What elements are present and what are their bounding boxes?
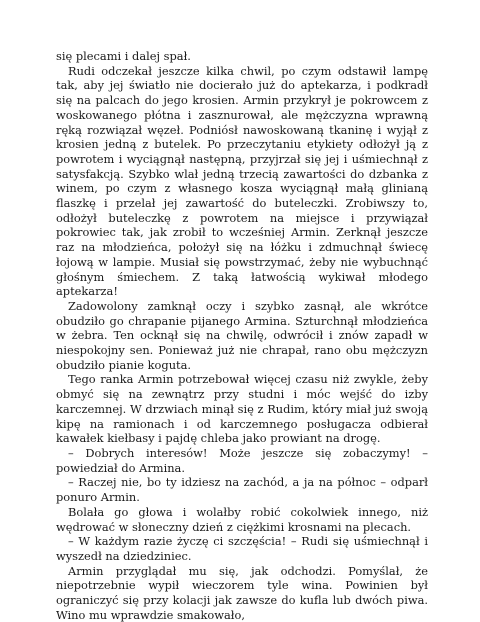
book-page-text	[56, 49, 428, 622]
paragraph: Rudi odczekał jeszcze kilka chwil, po czym odstawił lampę tak, aby jej światło nie docierało już do aptekarza, i podkradł się na palcach do jego krosien. Armin przykrył je pokrowcem z woskowanego płótna i zasznurował, ale mężczyzna wprawną ręką rozwiązał węzeł. Podniósł nawoskowaną tkaninę i wyjął z krosien jedną z butelek. Po przeczytaniu etykiety odłożył ją z powrotem i wyciągnął następną, przyjrzał się jej i uśmiechnął z satysfakcją. Szybko wlał jedną trzecią zawartości do dzbanka z winem, po czym z własnego kosza wyciągnął małą glinianą flaszkę i przelał jej zawartość do buteleczki. Zrobiwszy to, odłożył buteleczkę z powrotem na miejsce i przywiązał pokrowiec tak, jak zrobił to wcześniej Armin. Zerknął jeszcze raz na młodzieńca, położył się na łóżku i zdmuchnął świecę łojową w lampie. Musiał się powstrzymać, żeby nie wybuchnąć głośnym śmiechem. Z taką łatwością wykiwał młodego aptekarza!	[56, 63, 428, 299]
paragraph: Tego ranka Armin potrzebował więcej czasu niż zwykle, żeby obmyć się na zewnątrz przy studni i móc wejść do izby karczemnej. W drzwiach minął się z Rudim, który miał już swoją kipę na ramionach i od karczemnego posługacza odbierał kawałek kiełbasy i pajdę chleba jako prowiant na drogę.	[56, 372, 428, 446]
paragraph: Zadowolony zamknął oczy i szybko zasnął, ale wkrótce obudziło go chrapanie pijanego Armina. Szturchnął młodzieńca w żebra. Ten ocknął się na chwilę, odwrócił i znów zapadł w niespokojny sen. Ponieważ już nie chrapał, rano obu mężczyzn obudziło pianie koguta.	[56, 298, 428, 372]
paragraph: – W każdym razie życzę ci szczęścia! – Rudi się uśmiechnął i wyszedł na dziedziniec.	[56, 534, 428, 563]
paragraph: się plecami i dalej spał.	[56, 49, 191, 63]
paragraph: – Raczej nie, bo ty idziesz na zachód, a ja na północ – odparł ponuro Armin.	[56, 475, 428, 505]
paragraph: – Dobrych interesów! Może jeszcze się zobaczymy! – powiedział do Armina.	[56, 445, 428, 475]
paragraph: Armin przyglądał mu się, jak odchodzi. Pomyślał, że niepotrzebnie wypił wieczorem tyle wina. Powinien był ograniczyć się przy kolacji jak zawsze do kufla lub dwóch piwa. Wino mu wprawdzie smakowało,	[56, 563, 428, 622]
paragraph: Bolała go głowa i wolałby robić cokolwiek innego, niż wędrować w słoneczny dzień z ciężkimi krosnami na plecach.	[56, 504, 428, 534]
